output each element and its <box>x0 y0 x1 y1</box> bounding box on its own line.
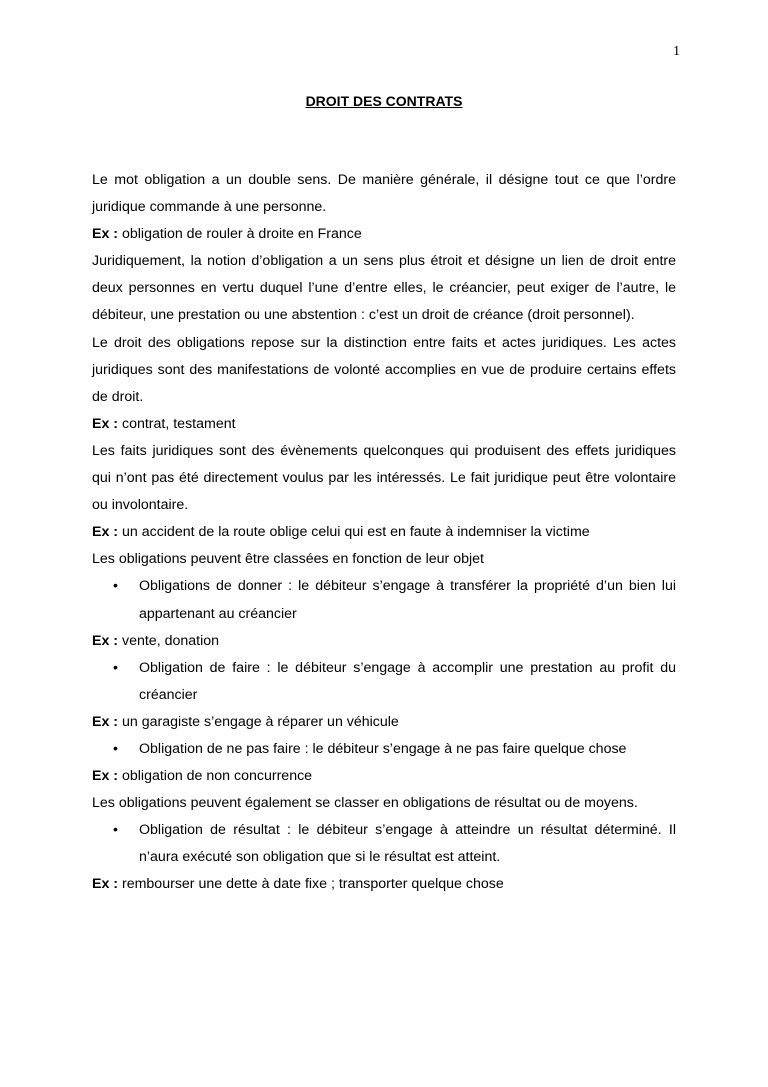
paragraph-obligation-definition: Le mot obligation a un double sens. De manière générale, il désigne tout ce que l’ordre juridique commande à une personne. <box>92 172 676 216</box>
example-text: rembourser une dette à date fixe ; transporter quelque chose <box>121 876 504 893</box>
list-item-text: Obligation de faire : le débiteur s’engage à accomplir une prestation au profit du créancier <box>139 659 676 703</box>
example-text: vente, donation <box>121 632 220 649</box>
list-item-text: Obligation de ne pas faire : le débiteur s’engage à ne pas faire quelque chose <box>139 740 627 757</box>
example-text: contrat, testament <box>121 415 236 432</box>
bullet-icon: • <box>113 740 118 757</box>
list-item <box>113 573 676 627</box>
list-item <box>113 817 676 871</box>
paragraph-classification-objet: Les obligations peuvent être classées en fonction de leur objet <box>92 551 484 568</box>
list-item-text: Obligations de donner : le débiteur s’engage à transférer la propriété d’un bien lui appartenant au créancier <box>139 578 676 622</box>
example-label: Ex : <box>92 524 119 541</box>
paragraph-faits-juridiques: Les faits juridiques sont des évènements quelconques qui produisent des effets juridiques qui n’ont pas été directement voulus par les intéressés. Le fait juridique peut être volontaire ou involontaire. <box>92 442 676 514</box>
example-text: obligation de rouler à droite en France <box>121 226 362 243</box>
bullet-icon: • <box>113 578 118 595</box>
example-label: Ex : <box>92 768 119 785</box>
example-text: obligation de non concurrence <box>121 768 313 785</box>
example-line <box>92 519 676 546</box>
list-item-text: Obligation de résultat : le débiteur s’engage à atteindre un résultat déterminé. Il n’aura exécuté son obligation que si le résultat est atteint. <box>139 822 676 866</box>
paragraph-legal-definition: Juridiquement, la notion d’obligation a un sens plus étroit et désigne un lien de droit entre deux personnes en vertu duquel l’une d’entre elles, le créancier, peut exiger de l’autre, le débiteur, une prestation ou une abstention : c’est un droit de créance (droit personnel). <box>92 253 676 324</box>
example-label: Ex : <box>92 713 119 730</box>
example-label: Ex : <box>92 876 119 893</box>
bullet-icon: • <box>113 822 118 839</box>
example-line <box>92 763 676 790</box>
list-item <box>113 736 676 763</box>
example-line <box>92 709 676 736</box>
page-number: 1 <box>673 44 680 59</box>
document-body <box>92 167 676 899</box>
bullet-icon: • <box>113 659 118 676</box>
page-title: DROIT DES CONTRATS <box>305 93 463 109</box>
example-line <box>92 871 676 898</box>
example-line <box>92 221 676 248</box>
example-text: un garagiste s’engage à réparer un véhicule <box>121 713 399 730</box>
example-label: Ex : <box>92 415 119 432</box>
example-line <box>92 411 676 438</box>
example-label: Ex : <box>92 632 119 649</box>
example-label: Ex : <box>92 226 119 243</box>
paragraph-resultat-moyens: Les obligations peuvent également se classer en obligations de résultat ou de moyens. <box>92 795 638 812</box>
example-line <box>92 628 676 655</box>
example-text: un accident de la route oblige celui qui est en faute à indemniser la victime <box>121 524 590 541</box>
paragraph-actes-juridiques: Le droit des obligations repose sur la distinction entre faits et actes juridiques. Les actes juridiques sont des manifestations de volonté accomplies en vue de produire certains effets de droit. <box>92 334 676 405</box>
list-item <box>113 655 676 709</box>
